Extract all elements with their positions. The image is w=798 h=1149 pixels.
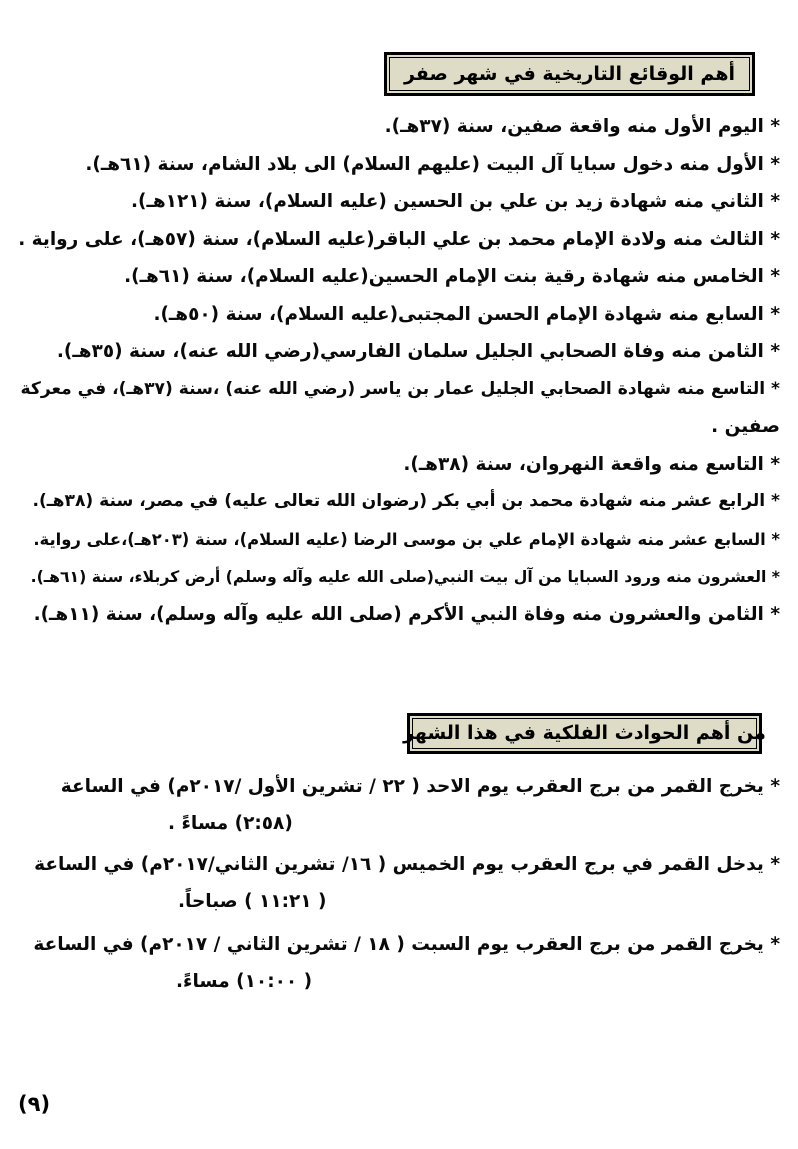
astronomical-events-list [18,768,780,1001]
event-line: * الخامس منه شهادة رقية بنت الإمام الحسين(عليه السلام)، سنة (٦١هـ). [124,266,780,287]
event-line: * السابع منه شهادة الإمام الحسن المجتبى(عليه السلام)، سنة (٥٠هـ). [153,303,780,325]
event-line: * العشرون منه ورود السبايا من آل بيت النبي(صلى الله عليه وآله وسلم) أرض كربلاء، سنة (٦١هـ). [30,567,780,586]
historical-events-heading-text: أهم الوقائع التاريخية في شهر صفر [403,62,736,85]
heading-box-inner-border [403,718,766,749]
event-line: * الثامن منه وفاة الصحابي الجليل سلمان الفارسي(رضي الله عنه)، سنة (٣٥هـ). [56,341,780,362]
astronomical-event-item [18,926,780,1000]
astronomical-event-line-1: * يخرج القمر من برج العقرب يوم السبت ( ١٨ / تشرين الثاني / ٢٠١٧م) في الساعة [33,934,780,955]
event-line: * التاسع منه واقعة النهروان، سنة (٣٨هـ). [403,453,780,475]
event-line: * الثامن والعشرون منه وفاة النبي الأكرم (صلى الله عليه وآله وسلم)، سنة (١١هـ). [33,603,780,625]
astronomical-event-line-2: (٢:٥٨) مساءً . [168,813,293,834]
event-line: * السابع عشر منه شهادة الإمام علي بن موسى الرضا (عليه السلام)، سنة (٢٠٣هـ)،على رواية. [33,529,780,549]
event-line: * اليوم الأول منه واقعة صفين، سنة (٣٧هـ). [384,116,780,137]
astronomical-events-heading-box [403,713,766,754]
event-line: * التاسع منه شهادة الصحابي الجليل عمار بن ياسر (رضي الله عنه) ،سنة (٣٧هـ)، في معركة [20,378,780,399]
event-line: * الرابع عشر منه شهادة محمد بن أبي بكر (رضوان الله تعالى عليه) في مصر، سنة (٣٨هـ). [32,491,780,511]
astronomical-event-item [18,846,780,920]
astronomical-event-line-1: * يخرج القمر من برج العقرب يوم الاحد ( ٢٢ / تشرين الأول /٢٠١٧م) في الساعة [60,776,780,797]
heading-box-inner-border [389,57,750,91]
astronomical-event-line-2: ( ١٠:٠٠) مساءً. [176,971,313,992]
astronomical-event-item [18,768,780,842]
astronomical-events-heading-text: من أهم الحوادث الفلكية في هذا الشهر [403,722,766,745]
astronomical-event-line-2: ( ١١:٢١ ) صباحاً. [178,891,327,912]
event-line: * الثاني منه شهادة زيد بن علي بن الحسين (عليه السلام)، سنة (١٢١هـ). [131,191,780,212]
event-line: * الثالث منه ولادة الإمام محمد بن علي الباقر(عليه السلام)، سنة (٥٧هـ)، على رواية . [18,228,780,250]
event-line-continuation: صفين . [711,416,780,437]
event-line: * الأول منه دخول سبايا آل البيت (عليهم السلام) الى بلاد الشام، سنة (٦١هـ). [85,153,780,175]
historical-events-heading-box [384,52,755,96]
historical-events-list [18,108,780,633]
astronomical-event-line-1: * يدخل القمر في برج العقرب يوم الخميس ( ١٦/ تشرين الثاني/٢٠١٧م) في الساعة [34,854,780,875]
page-number: (٩) [18,1092,51,1116]
